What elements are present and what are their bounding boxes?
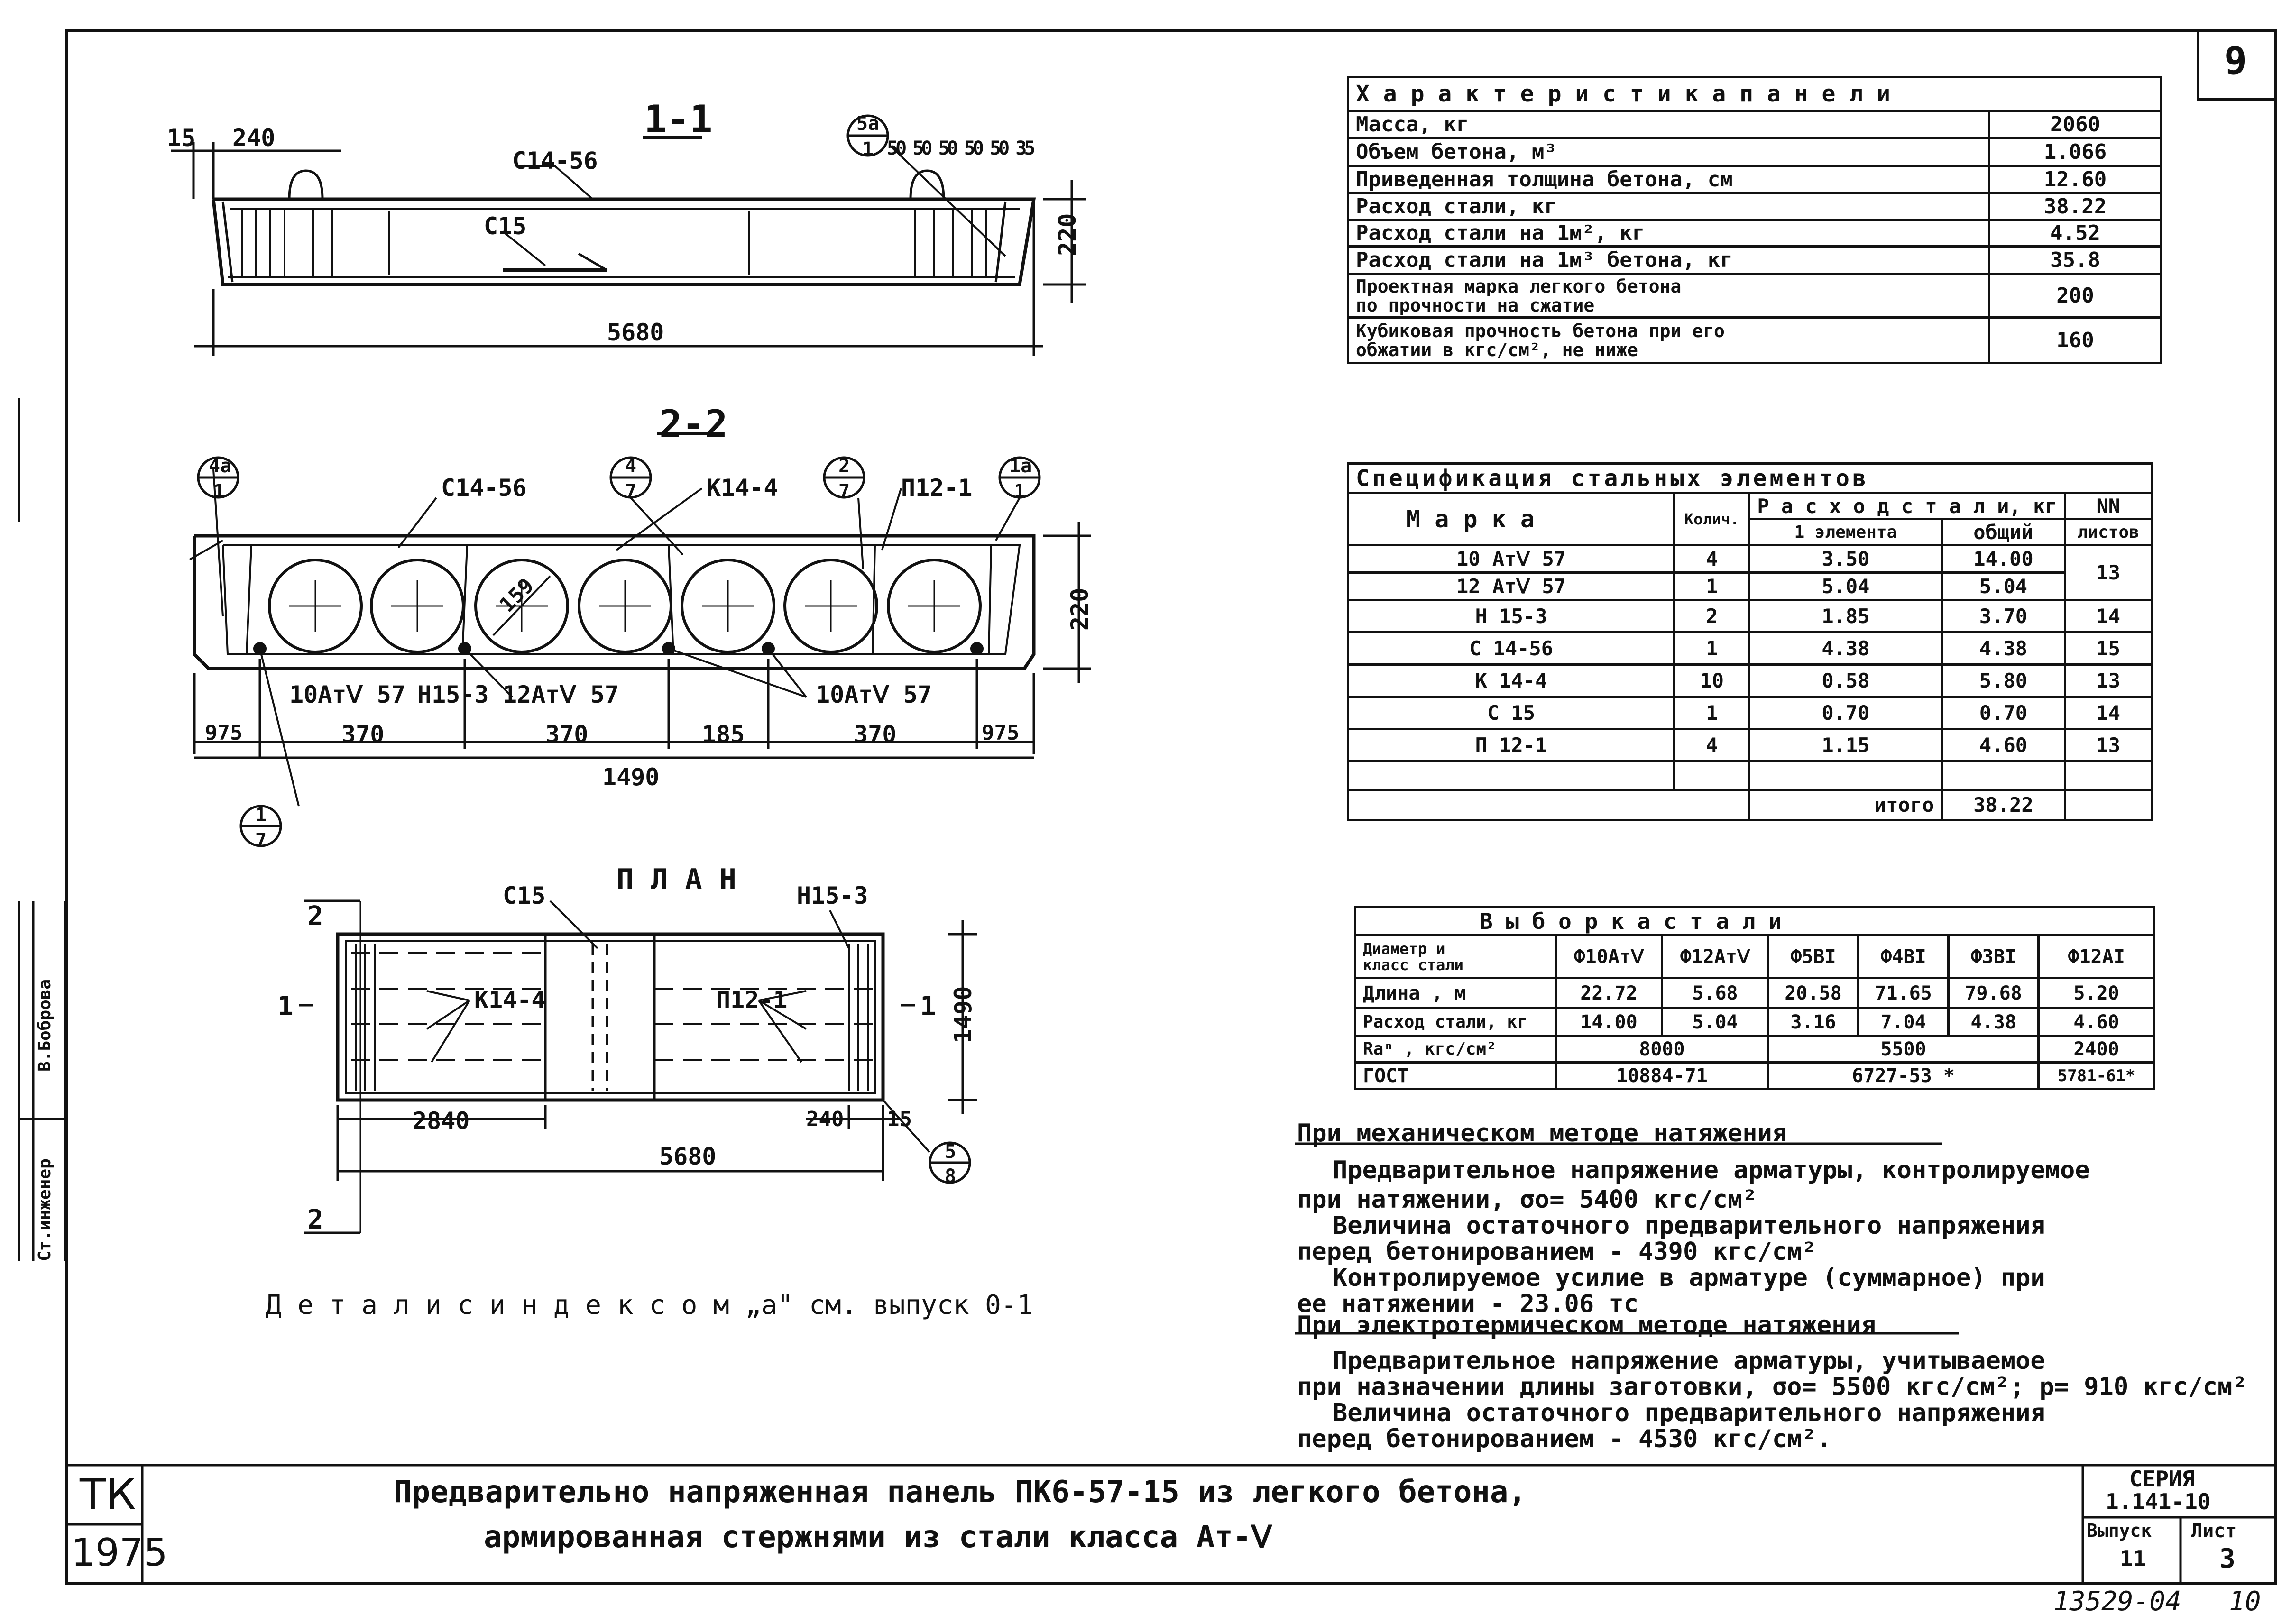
plan-h15-3: Н15-3: [797, 882, 868, 909]
callout-1-7-bot: 7: [255, 830, 267, 852]
spec-empty: [1675, 762, 1749, 790]
plan-dim-5680: 5680: [659, 1143, 717, 1170]
plan-cut-2-bot: 2: [307, 1204, 323, 1235]
plan-cut-1-right: 1: [920, 991, 936, 1022]
plan-callout-top: 5: [945, 1141, 957, 1163]
page-number: 9: [2224, 39, 2247, 83]
margin-name: В.Боброва: [35, 979, 55, 1072]
stamp-series: 1.141-10: [2106, 1489, 2211, 1514]
callout-4a-bot: 1: [213, 481, 225, 503]
mark-p12-1: П12-1: [901, 474, 973, 502]
spec-empty: [2065, 762, 2152, 790]
callout-4-bot: 7: [625, 481, 637, 503]
spec-title: Спецификация стальных элементов: [1348, 464, 2152, 493]
dim-1490: 1490: [602, 763, 660, 791]
note-line: перед бетонированием - 4390 кгс/см²: [1297, 1238, 1817, 1266]
plan-dim-240: 240: [806, 1107, 844, 1131]
spec-total: 3.70: [1942, 600, 2065, 633]
handwritten-number: 13529-04: [2053, 1586, 2181, 1617]
note-line: при назначении длины заготовки, σо= 5500 кгс/см²; р= 910 кгс/см²: [1297, 1373, 2247, 1401]
dim-15: 15: [167, 124, 196, 152]
steel-cons: 3.16: [1768, 1009, 1858, 1036]
callout-2-top: 2: [838, 455, 850, 477]
spec-mark: Н 15-3: [1348, 600, 1675, 633]
steel-col: Ф5ВI: [1768, 936, 1858, 978]
note-line: ее натяжении - 23.06 тс: [1297, 1290, 1639, 1318]
steel-ra-c: 2400: [2039, 1036, 2154, 1063]
stamp-sheet-label: Лист: [2191, 1520, 2237, 1542]
char-row: Кубиковая прочность бетона при его обжатии в кгс/см², не ниже: [1348, 318, 1989, 363]
char-row: Расход стали на 1м², кг: [1348, 220, 1989, 247]
steel-length: 20.58: [1768, 978, 1858, 1009]
steel-ra-label: Rаⁿ , кгс/см²: [1355, 1036, 1556, 1063]
dim-220-b: 220: [1066, 587, 1094, 631]
steel-cons: 4.60: [2039, 1009, 2154, 1036]
steel-cons: 14.00: [1556, 1009, 1662, 1036]
spec-h-one: 1 элемента: [1749, 519, 1942, 545]
spec-total: 5.80: [1942, 665, 2065, 697]
spec-one: 5.04: [1749, 573, 1942, 600]
stamp-issue-label: Выпуск: [2087, 1520, 2152, 1541]
stamp-org: ТК: [80, 1470, 136, 1520]
note-line: Контролируемое усилие в арматуре (суммарное) при: [1333, 1264, 2045, 1292]
steel-col: Ф12АтⅤ: [1662, 936, 1768, 978]
dim-975-left: 975: [205, 721, 243, 745]
spec-one: 0.58: [1749, 665, 1942, 697]
mark-c15: С15: [484, 212, 527, 240]
dim-5680: 5680: [607, 319, 664, 346]
spec-total: 4.60: [1942, 729, 2065, 762]
char-row: Расход стали на 1м³ бетона, кг: [1348, 247, 1989, 274]
steel-cons-label: Расход стали, кг: [1355, 1009, 1556, 1036]
stamp-title-2: армированная стержнями из стали класса Ат-Ⅴ: [484, 1520, 1272, 1555]
char-value: 200: [1989, 274, 2162, 318]
bar-10at-right: 10АтⅤ 57: [816, 681, 932, 708]
note-line: при натяжении, σо= 5400 кгс/см²: [1297, 1185, 1757, 1214]
margin-role: Ст.инженер: [35, 1158, 55, 1261]
plan-dim-15: 15: [887, 1107, 912, 1131]
characteristics-table: [1347, 76, 2162, 364]
note-el-heading: При электротермическом методе натяжения: [1297, 1311, 1876, 1340]
spec-sheet: 13: [2065, 545, 2152, 600]
dim-370-c: 370: [854, 721, 897, 748]
spec-h-sheets: листов: [2065, 519, 2152, 545]
spec-mark: С 14-56: [1348, 633, 1675, 665]
steel-ra-a: 8000: [1556, 1036, 1768, 1063]
note-line: Величина остаточного предварительного напряжения: [1333, 1399, 2045, 1427]
bar-12at: 12АтⅤ 57: [503, 681, 619, 708]
steel-length-label: Длина , м: [1355, 978, 1556, 1009]
dim-240: 240: [232, 124, 276, 152]
dim-370-a: 370: [341, 721, 385, 748]
stamp-series-label: СЕРИЯ: [2129, 1466, 2195, 1492]
plan-callout-bot: 8: [945, 1165, 957, 1187]
spec-itogo-label: итого: [1749, 790, 1942, 820]
steel-gost-label: ГОСТ: [1355, 1063, 1556, 1089]
char-value: 2060: [1989, 111, 2162, 138]
plan-k14-4: К14-4: [474, 986, 546, 1014]
char-row: Объем бетона, м³: [1348, 138, 1989, 166]
stamp-year: 1975: [71, 1531, 168, 1575]
spec-one: 3.50: [1749, 545, 1942, 573]
char-value: 4.52: [1989, 220, 2162, 247]
stamp-sheet: 3: [2219, 1543, 2236, 1574]
spec-itogo-value: 38.22: [1942, 790, 2065, 820]
steel-cons: 5.04: [1662, 1009, 1768, 1036]
bar-10at-left: 10АтⅤ 57: [289, 681, 405, 708]
spec-sheet: 14: [2065, 600, 2152, 633]
steel-length: 5.68: [1662, 978, 1768, 1009]
mark-h15-3: Н15-3: [417, 681, 489, 708]
spec-mark: 12 АтⅤ 57: [1348, 573, 1675, 600]
char-value: 1.066: [1989, 138, 2162, 166]
callout-1a-top: 1а: [1009, 455, 1032, 477]
spec-sheet: 15: [2065, 633, 2152, 665]
spec-qty: 10: [1675, 665, 1749, 697]
steel-ra-b: 5500: [1768, 1036, 2038, 1063]
spec-table: [1347, 462, 2153, 821]
steel-cons: 7.04: [1859, 1009, 1949, 1036]
note-line: Предварительное напряжение арматуры, учитываемое: [1333, 1347, 2045, 1375]
spec-qty: 1: [1675, 573, 1749, 600]
char-value: 35.8: [1989, 247, 2162, 274]
spec-mark: 10 АтⅤ 57: [1348, 545, 1675, 573]
spec-total: 4.38: [1942, 633, 2065, 665]
spec-qty: 4: [1675, 545, 1749, 573]
section-1-1-title: 1-1: [644, 97, 713, 141]
section-2-2-title: 2-2: [659, 402, 728, 446]
note-line: Величина остаточного предварительного напряжения: [1333, 1211, 2045, 1240]
spec-empty: [1942, 762, 2065, 790]
details-note: Д е т а л и с и н д е к с о м „а" см. выпуск 0-1: [266, 1290, 1033, 1321]
spec-total: 0.70: [1942, 697, 2065, 729]
plan-cut-2-top: 2: [307, 901, 323, 932]
steel-length: 5.20: [2039, 978, 2154, 1009]
steel-gost-c: 5781-61*: [2039, 1063, 2154, 1089]
spec-qty: 4: [1675, 729, 1749, 762]
callout-4-top: 4: [625, 455, 637, 477]
char-value: 160: [1989, 318, 2162, 363]
steel-table: [1354, 906, 2155, 1090]
callout-5a-top: 5а: [856, 113, 880, 135]
dim-185: 185: [702, 721, 745, 748]
spec-total: 14.00: [1942, 545, 2065, 573]
dim-975-right: 975: [982, 721, 1020, 745]
callout-2-bot: 7: [838, 481, 850, 503]
spec-empty: [1348, 762, 1675, 790]
dim-370-b: 370: [545, 721, 589, 748]
callout-1a-bot: 1: [1014, 481, 1026, 503]
plan-dim-2840: 2840: [413, 1107, 470, 1135]
spec-sheet: 13: [2065, 665, 2152, 697]
char-value: 12.60: [1989, 166, 2162, 193]
spec-h-mark: М а р к а: [1348, 493, 1675, 545]
char-row: Приведенная толщина бетона, см: [1348, 166, 1989, 193]
callout-5a-bot: 1: [862, 138, 874, 160]
steel-col: Ф3ВI: [1949, 936, 2039, 978]
steel-length: 71.65: [1859, 978, 1949, 1009]
note-mech-heading: При механическом методе натяжения: [1297, 1119, 1787, 1147]
char-row: Масса, кг: [1348, 111, 1989, 138]
dim-220: 220: [1054, 213, 1081, 256]
corner-number: 10: [2229, 1586, 2261, 1617]
char-row: Проектная марка легкого бетона по прочности на сжатие: [1348, 274, 1989, 318]
stamp-issue: 11: [2120, 1546, 2146, 1571]
spec-qty: 2: [1675, 600, 1749, 633]
steel-col: Ф10АтⅤ: [1556, 936, 1662, 978]
dim-steps: 50 50 50 50 50 35: [887, 138, 1033, 159]
note-line: перед бетонированием - 4530 кгс/см².: [1297, 1425, 1832, 1453]
spec-one: 4.38: [1749, 633, 1942, 665]
steel-title: В ы б о р к а с т а л и: [1355, 907, 2154, 936]
spec-total: 5.04: [1942, 573, 2065, 600]
spec-h-cons: Р а с х о д с т а л и, кг: [1749, 493, 2065, 519]
steel-gost-b: 6727-53 *: [1768, 1063, 2038, 1089]
spec-one: 0.70: [1749, 697, 1942, 729]
mark-c14-56: С14-56: [512, 147, 598, 174]
spec-qty: 1: [1675, 633, 1749, 665]
void-diameter: 159: [495, 573, 539, 617]
steel-h-diam: Диаметр и класс стали: [1355, 936, 1556, 978]
spec-h-nn: NN: [2065, 493, 2152, 519]
spec-empty: [1348, 790, 1749, 820]
callout-4a-top: 4а: [209, 455, 232, 477]
plan-dim-1490: 1490: [949, 986, 977, 1043]
spec-qty: 1: [1675, 697, 1749, 729]
steel-length: 22.72: [1556, 978, 1662, 1009]
steel-gost-a: 10884-71: [1556, 1063, 1768, 1089]
steel-cons: 4.38: [1949, 1009, 2039, 1036]
spec-h-qty: Колич.: [1675, 493, 1749, 545]
mark-k14-4: К14-4: [707, 474, 778, 502]
steel-col: Ф12АI: [2039, 936, 2154, 978]
mark-c14-56-b: С14-56: [441, 474, 527, 502]
spec-mark: С 15: [1348, 697, 1675, 729]
note-line: Предварительное напряжение арматуры, контролируемое: [1333, 1156, 2090, 1184]
char-row: Расход стали, кг: [1348, 193, 1989, 220]
spec-one: 1.15: [1749, 729, 1942, 762]
characteristics-title: Х а р а к т е р и с т и к а п а н е л и: [1348, 77, 2162, 111]
plan-c15: С15: [503, 882, 546, 909]
steel-col: Ф4ВI: [1859, 936, 1949, 978]
plan-title: П Л А Н: [616, 863, 736, 896]
stamp-title-1: Предварительно напряженная панель ПК6-57-15 из легкого бетона,: [394, 1475, 1527, 1510]
plan-p12-1: П12-1: [716, 986, 788, 1014]
spec-sheet: 13: [2065, 729, 2152, 762]
spec-sheet: 14: [2065, 697, 2152, 729]
steel-length: 79.68: [1949, 978, 2039, 1009]
spec-one: 1.85: [1749, 600, 1942, 633]
spec-empty: [1749, 762, 1942, 790]
spec-h-total: общий: [1942, 519, 2065, 545]
plan-cut-1-left: 1: [277, 991, 294, 1022]
spec-mark: К 14-4: [1348, 665, 1675, 697]
spec-mark: П 12-1: [1348, 729, 1675, 762]
spec-empty: [2065, 790, 2152, 820]
callout-1-7-top: 1: [255, 804, 267, 826]
char-value: 38.22: [1989, 193, 2162, 220]
